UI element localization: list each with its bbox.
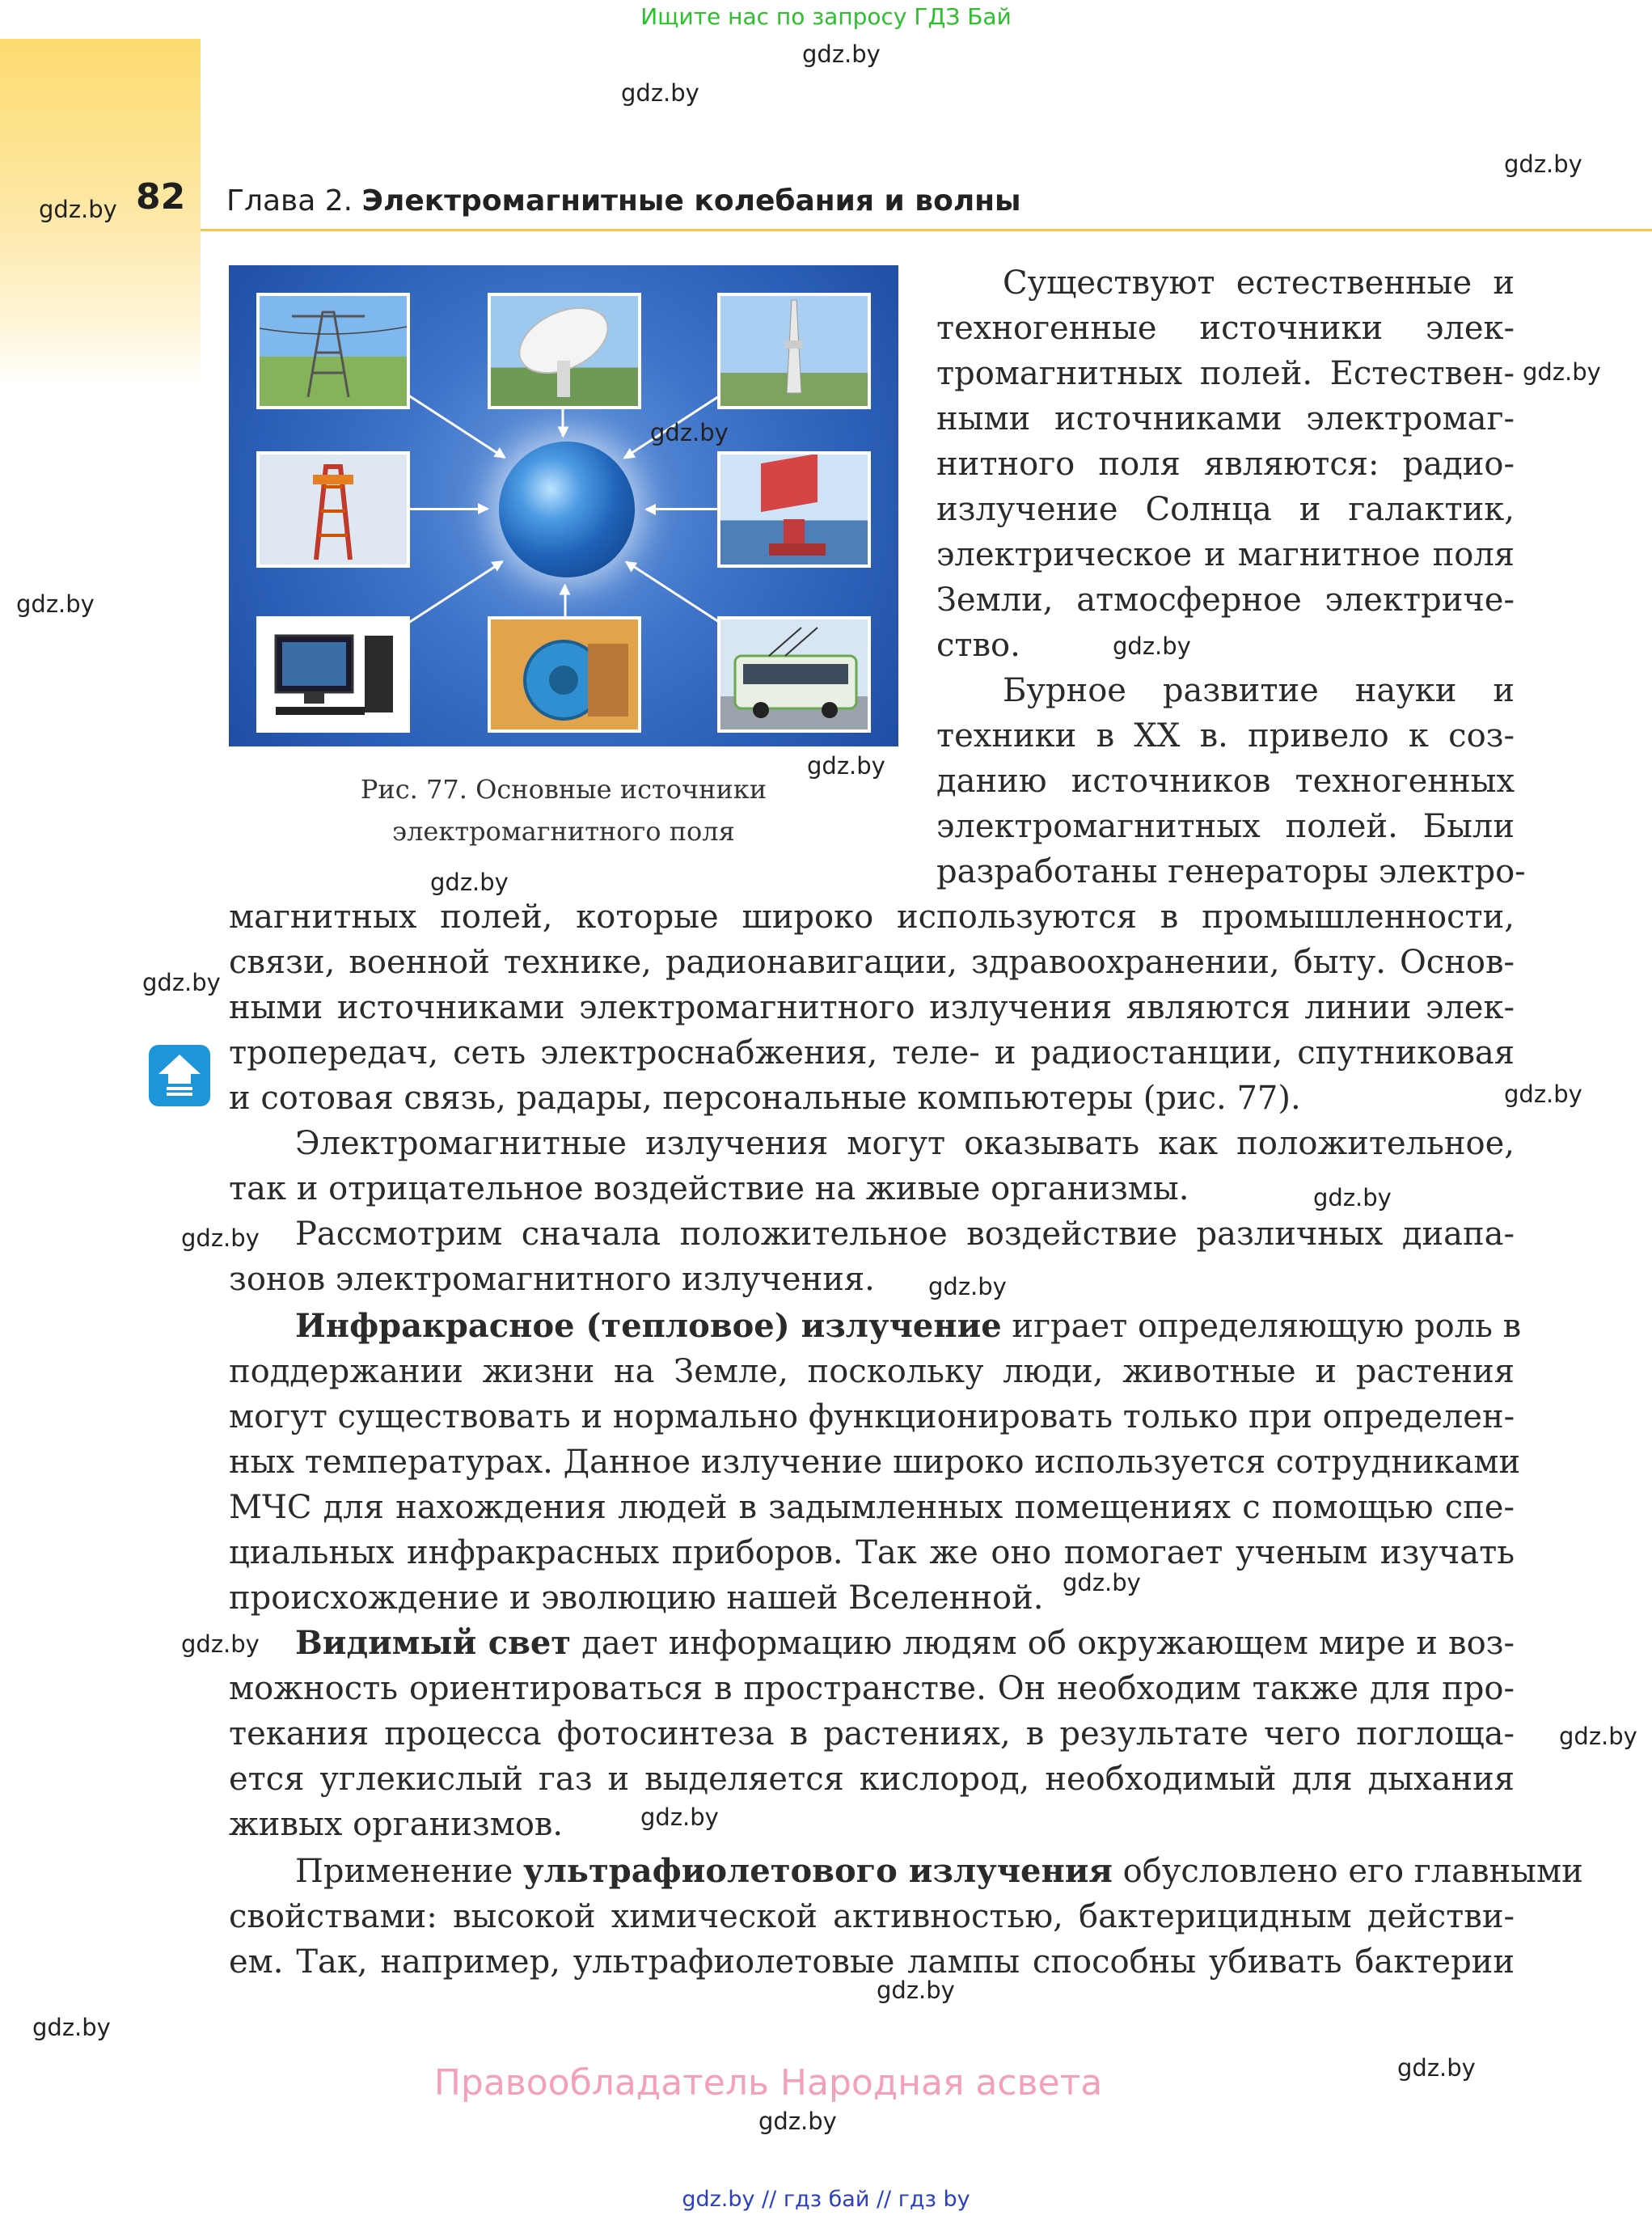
watermark: gdz.by: [39, 196, 117, 223]
text-line: циальных инфракрасных приборов. Так же оно помогает ученым изучать: [229, 1534, 1515, 1571]
computer-icon: [260, 619, 407, 729]
text-line: Земли, атмосферное электриче-: [936, 581, 1515, 619]
watermark: gdz.by: [32, 2014, 111, 2041]
watermark: gdz.by: [1504, 150, 1582, 178]
text-line: живых организмов.: [229, 1806, 564, 1843]
watermark: gdz.by: [640, 1803, 719, 1831]
chapter-title: Электромагнитные колебания и волны: [361, 184, 1021, 218]
text-line: [229, 1621, 1515, 1666]
generator-photo: [488, 616, 641, 733]
trolleybus-icon: [720, 619, 868, 729]
chapter-heading: [226, 184, 1021, 218]
text-line: ем. Так, например, ультрафиолетовые лампы способны убивать бактерии: [229, 1943, 1515, 1981]
power-line-photo: [256, 293, 410, 409]
section-up-icon: [149, 1045, 210, 1106]
computer-photo: [256, 616, 410, 733]
text-line: ется углекислый газ и выделяется кислород, необходимый для дыхания: [229, 1761, 1515, 1798]
watermark: gdz.by: [928, 1273, 1007, 1300]
page-number: 82: [136, 176, 186, 218]
watermark: gdz.by: [802, 40, 881, 68]
text-line: и сотовая связь, радары, персональные компьютеры (рис. 77).: [229, 1080, 1301, 1117]
satellite-dish-photo: [488, 293, 641, 409]
text-line: МЧС для нахождения людей в задымленных помещениях с помощью спе-: [229, 1489, 1515, 1526]
text-line: тропередач, сеть электроснабжения, теле- и радиостанции, спутниковая: [229, 1034, 1515, 1072]
watermark: gdz.by: [1523, 358, 1601, 386]
text-line: магнитных полей, которые широко используются в промышленности,: [229, 898, 1515, 936]
text-line: зонов электромагнитного излучения.: [229, 1261, 875, 1298]
watermark: gdz.by: [621, 79, 699, 107]
earth-globe-icon: [499, 442, 635, 577]
watermark: gdz.by: [142, 969, 221, 996]
text-line: происхождение и эволюцию нашей Вселенной.: [229, 1579, 1044, 1617]
tv-tower-icon: [720, 296, 868, 406]
header-rule: [201, 229, 1652, 231]
text-line: ными источниками электромагнитного излучения являются линии элек-: [229, 989, 1515, 1026]
radar-photo: [717, 451, 871, 568]
generator-icon: [491, 619, 638, 729]
radar-icon: [720, 455, 868, 564]
text-line: данию источников техногенных: [936, 763, 1515, 800]
text-line: можность ориентироваться в пространстве. Он необходим также для про-: [229, 1670, 1515, 1707]
watermark: gdz.by: [1559, 1723, 1637, 1750]
text-line: Электромагнитные излучения могут оказывать как положительное,: [295, 1125, 1515, 1162]
caption-line: Рис. 77. Основные источники: [360, 774, 767, 805]
trolleybus-photo: [717, 616, 871, 733]
term-visible-light: Видимый свет: [295, 1624, 572, 1662]
watermark: gdz.by: [181, 1224, 260, 1252]
caption-line: электромагнитного поля: [392, 816, 735, 847]
text-line: тромагнитных полей. Естествен-: [936, 355, 1515, 392]
text-line: техники в XX в. привело к соз-: [936, 717, 1515, 755]
house-arrow-icon: [149, 1045, 210, 1106]
term-ultraviolet: ультрафиолетового излучения: [522, 1852, 1113, 1890]
radio-tower-icon: [260, 455, 407, 564]
text-span: дает информацию людям об окружающем мире и воз-: [571, 1625, 1515, 1662]
text-span: играет определяющую роль в: [1001, 1308, 1522, 1345]
watermark: gdz.by: [807, 752, 885, 780]
copyright-notice: Правообладатель Народная асвета: [433, 2062, 1103, 2103]
figure-caption: [229, 768, 898, 852]
text-line: ных температурах. Данное излучение широко используется сотрудниками: [229, 1444, 1521, 1481]
term-infrared: Инфракрасное (тепловое) излучение: [295, 1307, 1002, 1345]
text-line: Рассмотрим сначала положительное воздействие различных диапа-: [295, 1216, 1515, 1253]
text-line: текания процесса фотосинтеза в растениях, в результате чего поглоща-: [229, 1715, 1515, 1753]
radio-tower-photo: [256, 451, 410, 568]
watermark: gdz.by: [16, 590, 95, 618]
text-line: ство.: [936, 627, 1020, 664]
arrow: [564, 586, 567, 621]
figure-77: [229, 265, 898, 746]
text-line: Бурное развитие науки и: [1003, 672, 1515, 709]
top-banner[interactable]: Ищите нас по запросу ГДЗ Бай: [640, 3, 1012, 30]
watermark: gdz.by: [758, 2108, 837, 2135]
text-line: электрическое и магнитное поля: [936, 536, 1515, 573]
text-span: обусловлено его главными: [1112, 1853, 1583, 1890]
watermark: gdz.by: [430, 869, 509, 896]
watermark: gdz.by: [181, 1630, 260, 1658]
text-line: свойствами: высокой химической активностью, бактерицидным действи-: [229, 1898, 1515, 1935]
power-line-icon: [260, 296, 407, 406]
text-line: Существуют естественные и: [1003, 264, 1515, 302]
text-line: излучение Солнца и галактик,: [936, 491, 1515, 528]
text-line: нитного поля являются: радио-: [936, 446, 1515, 483]
watermark: gdz.by: [877, 1977, 955, 2004]
watermark: gdz.by: [1113, 632, 1191, 660]
watermark: gdz.by: [1504, 1080, 1582, 1108]
text-line: ными источниками электромаг-: [936, 400, 1515, 438]
watermark: gdz.by: [1313, 1184, 1392, 1211]
text-line: так и отрицательное воздействие на живые организмы.: [229, 1170, 1189, 1207]
watermark: gdz.by: [1063, 1569, 1141, 1596]
text-line: могут существовать и нормально функционировать только при определен-: [229, 1398, 1515, 1435]
text-line: техногенные источники элек-: [936, 310, 1515, 347]
watermark: gdz.by: [650, 419, 729, 446]
satellite-dish-icon: [491, 296, 638, 406]
bottom-links[interactable]: gdz.by // гдз бай // гдз by: [682, 2187, 970, 2212]
tv-tower-photo: [717, 293, 871, 409]
watermark: gdz.by: [1397, 2054, 1476, 2082]
text-line: [229, 1849, 1583, 1894]
text-span: Применение: [295, 1853, 523, 1890]
text-line: [229, 1304, 1522, 1349]
text-line: связи, военной технике, радионавигации, здравоохранении, быту. Основ-: [229, 944, 1515, 981]
text-line: электромагнитных полей. Были: [936, 808, 1515, 845]
text-line: разработаны генераторы электро-: [936, 853, 1526, 890]
text-line: поддержании жизни на Земле, поскольку люди, животные и растения: [229, 1353, 1515, 1390]
chapter-prefix: Глава 2.: [226, 184, 353, 218]
